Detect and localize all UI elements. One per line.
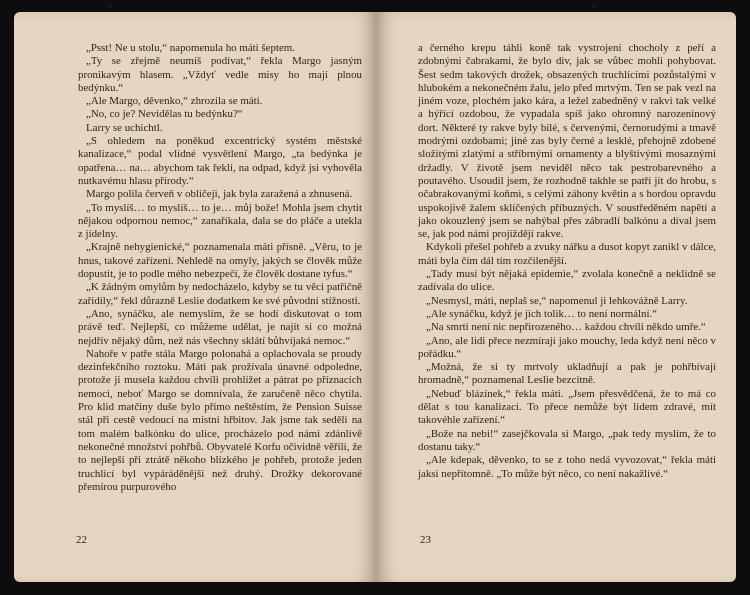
paragraph: „Ano, synáčku, ale nemyslím, že se hodí diskutovat o tom právě teď. Nejlepší, co můžeme udělat, je najít si co možná nejdřív nějaký dům, než nás všechny sklátí bůhvíjaká nemoc.“ (78, 307, 362, 347)
paragraph: „Bože na nebi!“ zasejčkovala si Margo, „pak tedy myslím, že to dostanu taky.“ (418, 427, 716, 453)
page-mark (108, 4, 112, 8)
right-page-text (418, 42, 716, 481)
paragraph: Kdykoli přešel pohřeb a zvuky nářku a dusot kopyt zanikl v dálce, máti byla čím dál tím rozčilenější. (418, 241, 716, 267)
paragraph: Larry se uchichtl. (86, 121, 163, 134)
paragraph: „Ano, ale lidi přece nezmírají jako mouchy, leda když není něco v pořádku.“ (418, 334, 716, 360)
paragraph: a černého krepu táhli koně tak vystrojení chocholy z peří a zdobnými čabrakami, že bylo div, jak se vůbec mohli pohybovat. Šest sedm takových drožek, obsazených truchlícími pozůstalými v hlubokém a nekonečném žalu, jelo před mrtvým. Ten se pak vezl na jiném voze, plochém jako kára, a ležel zabedněný v rakvi tak velké a hýřící ozdobou, že vypadala spíš jako ohromný narozeninový dort. Některé ty rakve byly bílé, s červenými, černorudými a tmavě modrými ozdobami; jiné zas byly černé a lesklé, přehojně zdobené složitými zlatými a stříbrnými ornamenty a blyštivými mosaznými držadly. V životě jsem neviděl něco tak pestrobarevného a poutavého. Usoudil jsem, že rozhodně takhle se patří jít do hrobu, s očabrakovanými koňmi, s celými záhony květin a s hordou opravdu uspokojivě žalem sklíčených příbuzných. V soustředěném napětí a jako okouzlený jsem se nahýbal přes zábradlí balkónu a díval jsem se, jak pod námi projíždějí rakve. (418, 42, 716, 241)
paragraph: „Psst! Ne u stolu,“ napomenula ho máti šeptem. (86, 42, 296, 54)
paragraph: Margo polila červeň v obličeji, jak byla zaražená a zhnusená. (86, 188, 353, 201)
paragraph: „Na smrti není nic nepřirozeného… každou chvíli někdo umře.“ (426, 321, 706, 334)
paragraph: Nahoře v patře stála Margo polonahá a oplachovala se proudy dezinfekčního roztoku. Máti pak prožívala únavné odpoledne, protože ji musela každou chvíli prohlížet a pátrat po příznacích nemoci, neboť Margo se domnívala, že zaručeně něco chytila. Pro klid matčiny duše bylo přímo neštěstím, že Pension Suisse stál při cestě vedoucí na místní hřbitov. Jak jsme tak seděli na tom malém balkónku do ulice, procházelo pod námi zdánlivě nekonečné množství pohřbů. Obyvatelé Korfu očividně věřili, že to nejlepší při ztrátě někoho blízkého je pohřeb, protože jeden truchlicí byl vypáráděnější než druhý. Drožky dekorované přemírou purpurového (78, 347, 362, 493)
paragraph: „S ohledem na poněkud excentrický systém městské kanalizace,“ podal vlídné vysvětlení Margo, „ta bedýnka je opatřena… na… abychom tak řekli, na odpad, když jsi vyhověla nutkavému hlasu přírody.“ (78, 135, 362, 187)
paragraph: „Možná, že si ty mrtvoly ukladňují a pak je pohřbívají hromadně,“ poznamenal Leslie bezcitně. (418, 361, 716, 387)
paragraph: „No, co je? Nevidělas tu bedýnku?“ (86, 108, 243, 121)
paragraph: „Ale kdepak, děvenko, to se z toho nedá vyvozovat,“ řekla máti jaksi nepřítomně. „To může být něco, co není nakažlivé.“ (418, 454, 716, 480)
paragraph: „K žádným omylům by nedocházelo, kdyby se tu věci patřičně zařídily,“ řekl důrazně Leslie dodatkem ke své původní stížnosti. (78, 281, 362, 307)
left-page-number: 22 (76, 534, 87, 546)
paragraph: „Krajně nehygienické,“ poznamenala máti přísně. „Věru, to je hnus, takové zařízení. Nehledě na omyly, jakých se člověk může dopustit, je to podle mého nebezpečí, že člověk dostane tyfus.“ (78, 241, 362, 281)
paragraph: „Ty se zřejmě neumíš podívat,“ řekla Margo jasným pronikavým hlasem. „Vždyť vedle misy ho mají plnou bedýnku.“ (78, 55, 362, 94)
paragraph: „To myslíš… to myslíš… to je… můj bože! Mohla jsem chytit nějakou odpornou nemoc,“ zanaříkala, dala se do pláče a utekla z jídelny. (78, 201, 362, 241)
paragraph: „Nesmysl, máti, neplaš se,“ napomenul ji lehkovážně Larry. (426, 294, 688, 307)
paragraph: „Ale Margo, děvenko,“ zhrozila se máti. (86, 95, 263, 108)
page-mark (592, 4, 596, 8)
right-page (376, 12, 736, 582)
paragraph: „Ale synáčku, když je jich tolik… to není normální.“ (426, 307, 658, 320)
paragraph: „Tady musí být nějaká epidemie,“ zvolala konečně a neklidně se zadívala do ulice. (418, 268, 716, 294)
left-page (14, 12, 376, 582)
paragraph: „Nebuď blázínek,“ řekla máti. „Jsem přesvědčená, že to má co dělat s tou kanalizací. To přece nemůže být lidem zdravé, mít takovéhle zařízení.“ (418, 387, 716, 427)
right-page-number: 23 (420, 534, 431, 546)
left-page-text (78, 42, 362, 494)
